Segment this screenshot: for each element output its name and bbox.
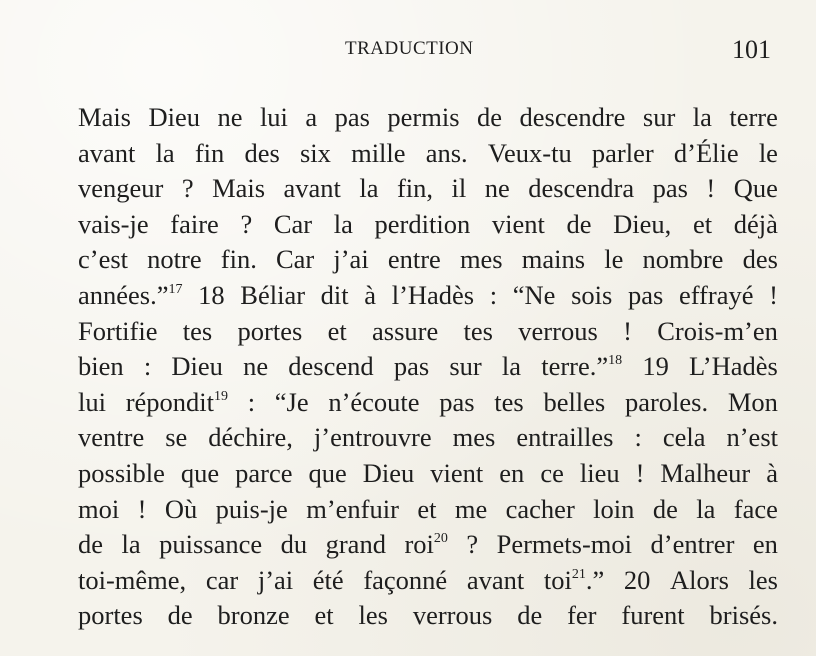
word: toi-même, [78,564,187,595]
word: déchire, [208,422,293,453]
word: effrayé [678,279,754,310]
word: avant [466,564,525,595]
word: grand [325,529,386,560]
word: ventre [78,422,145,453]
word: la [692,102,712,132]
word: Mais [212,173,266,204]
word: la [155,137,175,168]
text-line [78,598,778,634]
word: que [180,457,220,488]
word: moi [78,493,120,524]
word: sois [571,279,613,310]
word: bien [78,351,124,382]
word: sur [642,102,676,132]
running-head [0,35,816,64]
word: possible [78,457,165,488]
word: répondit$^{19}$ [125,386,228,417]
word: et [692,208,713,239]
word: portes [237,315,303,346]
word: “Je [274,386,309,417]
word: lui [259,102,288,132]
word: à [766,457,778,488]
text-line [78,242,778,278]
word: nombre [642,244,724,275]
word: du [280,529,308,560]
word: j’entrouvre [313,422,432,453]
word: cacher [505,493,575,524]
word: loin [593,493,635,524]
word: le [604,244,624,275]
word: six [299,137,331,168]
word: et [314,600,334,631]
word: Dieu [148,102,200,132]
word: avant [78,137,136,168]
word: pas [652,173,688,204]
word: lieu [579,457,620,488]
word: années.”$^{17}$ [78,279,183,310]
footnote-marker: 20 [433,531,448,547]
word: Dieu [362,457,415,488]
word: les [358,600,388,631]
word: été [312,564,344,595]
word: Car [273,208,313,239]
word: belles [543,386,606,417]
word: faire [170,208,219,239]
word: assure [372,315,439,346]
word: pas [439,386,475,417]
word: : [634,422,642,453]
text-line [78,420,778,456]
word: portes [78,600,143,631]
text-line [78,100,778,136]
word: de [566,208,592,239]
body-text [78,100,778,634]
word: fin. [220,244,257,275]
word: ce [540,457,564,488]
word: pas [334,102,370,132]
text-line [78,492,778,528]
word: toi$^{21}$.” [543,564,605,595]
word: de [167,600,193,631]
word: d’Élie [673,137,739,168]
word: Mais [78,102,131,132]
word: et [327,315,347,346]
word: puissance [159,529,263,560]
text-line [78,171,778,207]
word: : [247,386,256,417]
word: vient [491,208,545,239]
word: verrous [412,600,493,631]
word: la [359,173,379,204]
word: avant [283,173,341,204]
text-line [78,563,778,599]
word: vengeur [78,173,164,204]
word: paroles. [624,386,709,417]
word: vais-je [78,208,149,239]
word: bronze [217,600,290,631]
word: des [244,137,280,168]
word: la [333,208,353,239]
word: Béliar [240,279,306,310]
footnote-marker: 17 [168,281,183,297]
word: car [205,564,239,595]
word: Alors [670,564,729,595]
word: Dieu [171,351,223,382]
word: ! [623,315,632,346]
text-line [78,385,778,421]
word: n’écoute [328,386,420,417]
word: Dieu, [613,208,672,239]
word: fer [567,600,597,631]
word: fin [194,137,225,168]
word: Fortifie [78,315,158,346]
word: cela [662,422,706,453]
running-title: TRADUCTION [345,38,474,59]
word: ! [137,493,147,524]
word: vient [430,457,484,488]
footnote-marker: 19 [214,388,228,404]
text-line [78,456,778,492]
word: fin, [396,173,434,204]
word: de [517,600,543,631]
word: la [696,493,716,524]
word: mes [459,244,503,275]
word: de [78,529,104,560]
word: l’Hadès [391,279,475,310]
word: brisés. [709,600,778,631]
word: ! [769,279,778,310]
word: m’enfuir [306,493,399,524]
text-line [78,349,778,385]
word: ? [240,208,253,239]
word: Car [275,244,315,275]
word: terre.”$^{18}$ [541,351,623,382]
word: 19 [642,351,669,382]
word: pas [627,279,664,310]
text-line [78,278,778,314]
word: que [308,457,347,488]
word: L’Hadès [689,351,778,382]
word: descend [288,351,374,382]
word: en [752,529,778,560]
word: descendra [528,173,635,204]
word: Malheur [660,457,751,488]
page-number: 101 [732,35,771,64]
footnote-marker: 18 [608,353,623,369]
word: en [499,457,525,488]
word: mains [521,244,586,275]
word: il [451,173,467,204]
word: mes [452,422,496,453]
text-line [78,136,778,172]
word: ne [243,351,269,382]
word: entrailles [516,422,614,453]
word: mille [351,137,406,168]
word: n’est [726,422,778,453]
word: ! [706,173,716,204]
word: ! [635,457,645,488]
word: Où [164,493,198,524]
word: Permets-moi [496,529,633,560]
word: façonné [363,564,448,595]
word: permis [387,102,460,132]
word: lui [78,386,106,417]
footnote-marker: 21 [571,566,586,582]
word: ne [217,102,243,132]
word: Crois-m’en [657,315,778,346]
word: à [364,279,377,310]
word: pas [393,351,430,382]
word: ? [181,173,194,204]
word: Que [733,173,778,204]
word: tes [463,315,493,346]
word: parce [235,457,293,488]
word: et [417,493,437,524]
word: le [758,137,778,168]
word: Veux-tu [487,137,572,168]
word: 18 [198,279,225,310]
word: terre [729,102,778,132]
word: “Ne [512,279,556,310]
word: me [454,493,488,524]
word: : [143,351,152,382]
word: parler [591,137,654,168]
word: ne [484,173,510,204]
word: entre [387,244,441,275]
word: : [489,279,498,310]
word: la [501,351,522,382]
word: de [652,493,678,524]
word: verrous [518,315,598,346]
word: de [477,102,503,132]
text-line [78,314,778,350]
word: descendre [519,102,626,132]
word: déjà [733,208,778,239]
word: a [305,102,318,132]
word: la [121,529,141,560]
word: c’est [78,244,129,275]
word: furent [621,600,685,631]
word: sur [449,351,482,382]
word: j’ai [333,244,369,275]
word: face [733,493,778,524]
word: Mon [727,386,778,417]
text-line [78,207,778,243]
word: notre [147,244,202,275]
word: perdition [374,208,471,239]
word: se [165,422,188,453]
word: 20 [623,564,651,595]
word: dit [320,279,349,310]
word: des [742,244,778,275]
word: ? [466,529,479,560]
word: ans. [425,137,468,168]
text-line [78,527,778,563]
word: roi$^{20}$ [404,529,448,560]
word: tes [182,315,213,346]
word: les [748,564,778,595]
word: j’ai [257,564,294,595]
word: d’entrer [650,529,735,560]
word: puis-je [215,493,288,524]
word: tes [494,386,524,417]
